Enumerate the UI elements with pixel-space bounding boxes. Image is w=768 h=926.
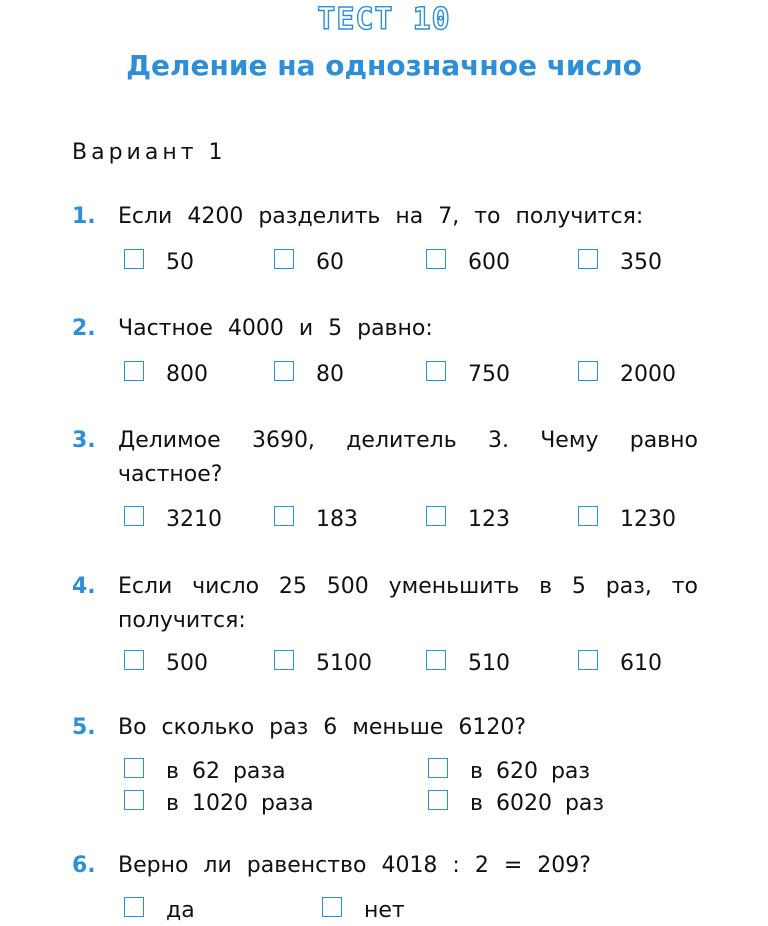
question-3-option-2[interactable]: 183 — [274, 505, 358, 535]
checkbox[interactable] — [322, 897, 342, 917]
question-6-option-1[interactable]: да — [124, 896, 195, 926]
question-6-number: 6. — [72, 853, 96, 878]
checkbox[interactable] — [428, 790, 448, 810]
checkbox[interactable] — [578, 361, 598, 381]
checkbox[interactable] — [578, 650, 598, 670]
question-1-option-2[interactable]: 60 — [274, 248, 344, 278]
checkbox[interactable] — [426, 249, 446, 269]
question-5-option-4[interactable]: в 6020 раз — [428, 789, 604, 819]
checkbox[interactable] — [426, 361, 446, 381]
question-1-option-1[interactable]: 50 — [124, 248, 194, 278]
checkbox[interactable] — [124, 758, 144, 778]
question-6-option-2[interactable]: нет — [322, 896, 405, 926]
checkbox[interactable] — [124, 361, 144, 381]
checkbox[interactable] — [578, 506, 598, 526]
checkbox[interactable] — [578, 249, 598, 269]
question-4-option-1[interactable]: 500 — [124, 649, 208, 679]
page-title: Деление на однозначное число — [126, 49, 642, 82]
checkbox[interactable] — [426, 650, 446, 670]
question-3-number: 3. — [72, 428, 96, 453]
variant-label: Вариант 1 — [72, 140, 227, 165]
question-4-option-4[interactable]: 610 — [578, 649, 662, 679]
checkbox[interactable] — [124, 650, 144, 670]
question-2-option-4[interactable]: 2000 — [578, 360, 676, 390]
question-4-text: Если число 25 500 уменьшить в 5 раз, то получится: — [118, 574, 698, 633]
question-6-text: Верно ли равенство 4018 : 2 = 209? — [118, 853, 591, 878]
question-1-option-3[interactable]: 600 — [426, 248, 510, 278]
question-5-option-1[interactable]: в 62 раза — [124, 757, 286, 787]
question-1-option-4[interactable]: 350 — [578, 248, 662, 278]
checkbox[interactable] — [274, 249, 294, 269]
question-3-option-4[interactable]: 1230 — [578, 505, 676, 535]
question-1-number: 1. — [72, 204, 96, 229]
checkbox[interactable] — [124, 249, 144, 269]
question-3-option-3[interactable]: 123 — [426, 505, 510, 535]
question-1-text: Если 4200 разделить на 7, то получится: — [118, 204, 644, 229]
checkbox[interactable] — [124, 790, 144, 810]
question-3-option-1[interactable]: 3210 — [124, 505, 222, 535]
checkbox[interactable] — [274, 506, 294, 526]
question-2-option-3[interactable]: 750 — [426, 360, 510, 390]
question-5-number: 5. — [72, 715, 96, 740]
checkbox[interactable] — [274, 650, 294, 670]
question-2-number: 2. — [72, 316, 96, 341]
question-4-option-2[interactable]: 5100 — [274, 649, 372, 679]
checkbox[interactable] — [124, 897, 144, 917]
checkbox[interactable] — [124, 506, 144, 526]
question-3-text: Делимое 3690, делитель 3. Чему равно частное? — [118, 428, 698, 487]
checkbox[interactable] — [274, 361, 294, 381]
question-4-number: 4. — [72, 574, 96, 599]
question-5-option-3[interactable]: в 1020 раза — [124, 789, 314, 819]
test-label: ТЕСТ 10 — [317, 2, 451, 37]
checkbox[interactable] — [428, 758, 448, 778]
checkbox[interactable] — [426, 506, 446, 526]
question-4-option-3[interactable]: 510 — [426, 649, 510, 679]
question-5-text: Во сколько раз 6 меньше 6120? — [118, 715, 527, 740]
question-2-option-2[interactable]: 80 — [274, 360, 344, 390]
question-5-option-2[interactable]: в 620 раз — [428, 757, 590, 787]
question-2-text: Частное 4000 и 5 равно: — [118, 316, 433, 341]
question-2-option-1[interactable]: 800 — [124, 360, 208, 390]
